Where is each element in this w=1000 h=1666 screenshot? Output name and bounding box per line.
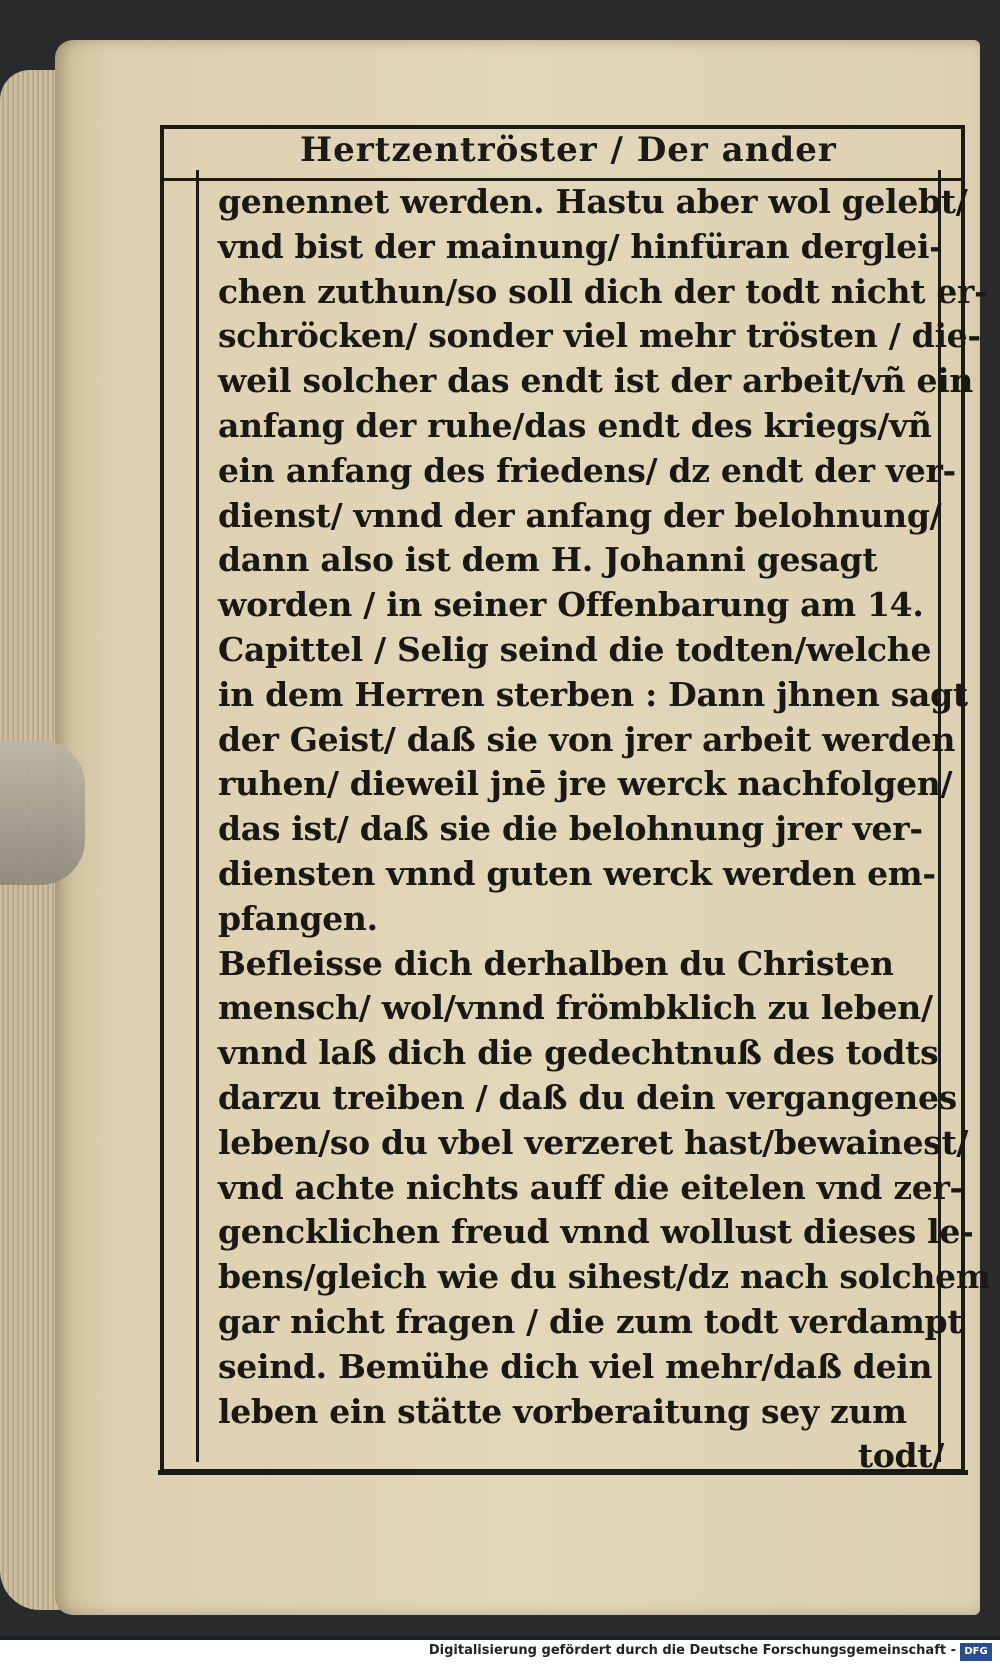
text-line: diensten vnnd guten werck werden em- <box>218 853 936 893</box>
text-line: leben/so du vbel verzeret hast/bewainest/ <box>218 1122 969 1162</box>
text-line: Befleisse dich derhalben du Christen <box>218 943 894 983</box>
text-line: vnd achte nichts auff die eitelen vnd zer- <box>218 1167 963 1207</box>
footer-bar <box>0 1640 1000 1666</box>
text-line: vnnd laß dich die gedechtnuß des todts <box>218 1033 939 1073</box>
text-line: darzu treiben / daß du dein vergangenes <box>218 1077 957 1117</box>
text-line: Capittel / Selig seind die todten/welche <box>218 629 932 669</box>
text-line: chen zuthun/so soll dich der todt nicht er- <box>218 271 988 311</box>
text-line: bens/gleich wie du sihest/dz nach solchem <box>218 1257 991 1297</box>
text-line: genennet werden. Hastu aber wol gelebt/ <box>218 182 968 221</box>
footer-credit: Digitalisierung gefördert durch die Deutsche Forschungsgemeinschaft - <box>428 1643 956 1658</box>
text-line: ruhen/ dieweil jnē jre werck nachfolgen/ <box>218 764 953 804</box>
dfg-logo: DFG <box>960 1643 992 1661</box>
text-line: vnd bist der mainung/ hinfüran derglei- <box>218 226 943 266</box>
running-head: Hertzentröster / Der ander <box>300 130 837 170</box>
text-line: seind. Bemühe dich viel mehr/daß dein <box>218 1346 933 1386</box>
text-line: ein anfang des friedens/ dz endt der ver- <box>218 450 956 490</box>
text-line: das ist/ daß sie die belohnung jrer ver- <box>218 809 923 849</box>
text-line: gar nicht fragen / die zum todt verdampt <box>218 1301 963 1341</box>
text-line: mensch/ wol/vnnd frömbklich zu leben/ <box>218 988 933 1028</box>
text-line: leben ein stätte vorberaitung sey zum <box>218 1391 907 1431</box>
page-holder-tab <box>0 740 85 885</box>
text-line: dienst/ vnnd der anfang der belohnung/ <box>218 495 942 535</box>
text-line: der Geist/ daß sie von jrer arbeit werden <box>218 719 956 759</box>
text-line: anfang der ruhe/das endt des kriegs/vñ <box>218 405 932 445</box>
text-line: pfangen. <box>218 898 378 938</box>
text-line: weil solcher das endt ist der arbeit/vñ ein <box>218 361 974 401</box>
body-text <box>218 180 991 1479</box>
text-line: dann also ist dem H. Johanni gesagt <box>218 540 878 580</box>
text-line: worden / in seiner Offenbarung am 14. <box>218 585 924 625</box>
text-line: schröcken/ sonder viel mehr trösten / die- <box>218 316 981 356</box>
text-line: gencklichen freud vnnd wollust dieses le- <box>218 1212 974 1252</box>
catchword: todt/ <box>857 1436 944 1476</box>
text-line: in dem Herren sterben : Dann jhnen sagt <box>218 674 968 714</box>
